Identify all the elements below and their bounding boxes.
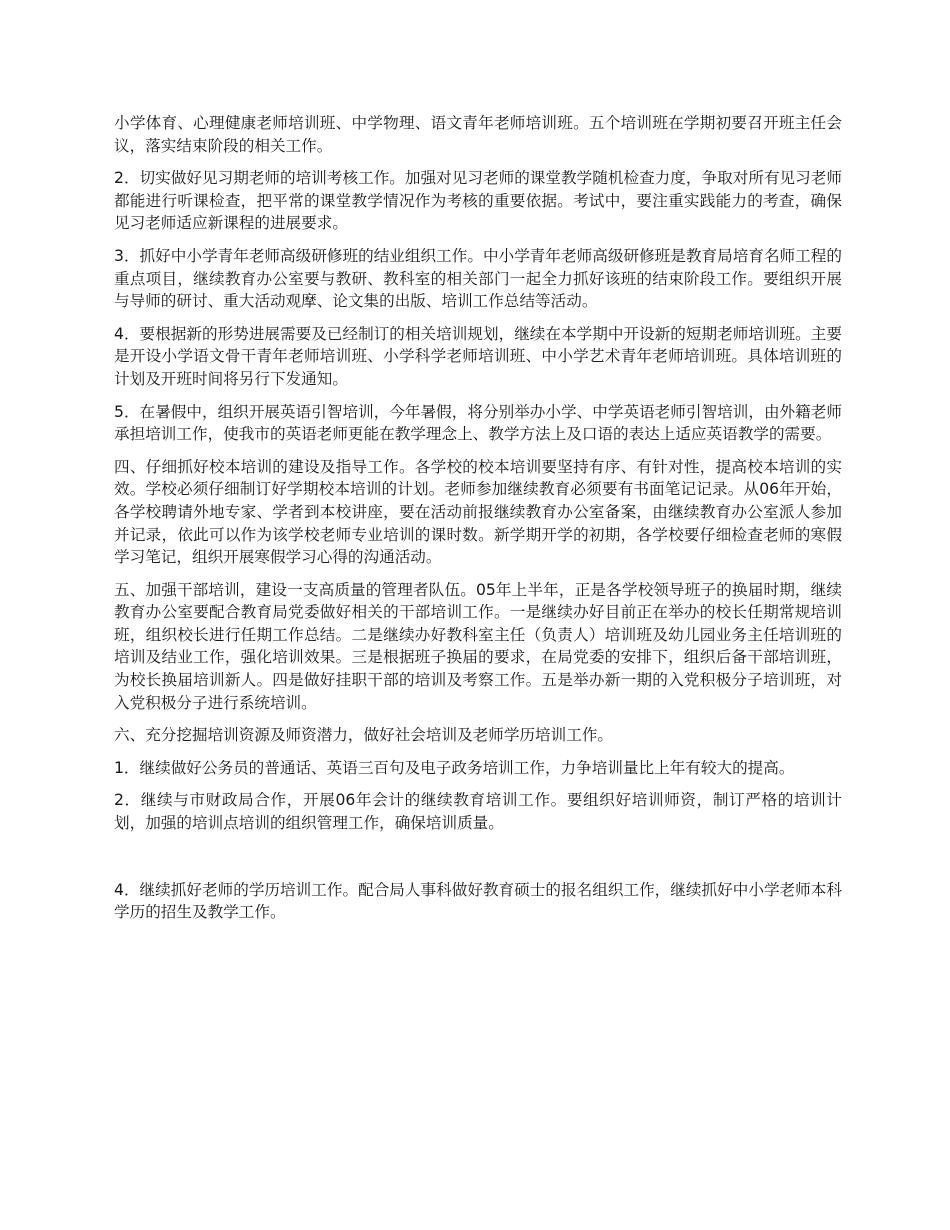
paragraph-item-5-english-training: 5．在暑假中，组织开展英语引智培训，今年暑假，将分别举办小学、中学英语老师引智培训，由外籍老师承担培训工作，使我市的英语老师更能在教学理念上、教学方法上及口语的表达上适应英语教学的需要。 <box>114 402 842 444</box>
paragraph-item-3-advanced-seminar: 3．抓好中小学青年老师高级研修班的结业组织工作。中小学青年老师高级研修班是教育局培育名师工程的重点项目，继续教育办公室要与教研、教科室的相关部门一起全力抓好该班的结束阶段工作。要组织开展与导师的研讨、重大活动观摩、论文集的出版、培训工作总结等活动。 <box>114 246 842 311</box>
paragraph-section-6-heading: 六、充分挖掘培训资源及师资潜力，做好社会培训及老师学历培训工作。 <box>114 726 614 745</box>
paragraph-item-4-short-term-classes: 4．要根据新的形势进展需要及已经制订的相关培训规划，继续在本学期中开设新的短期老师培训班。主要是开设小学语文骨干青年老师培训班、小学科学老师培训班、中小学艺术青年老师培训班。具体培训班的计划及开班时间将另行下发通知。 <box>114 324 842 388</box>
paragraph-section-4-school-based-training: 四、仔细抓好校本培训的建设及指导工作。各学校的校本培训要坚持有序、有针对性，提高校本培训的实效。学校必须仔细制订好学期校本培训的计划。老师参加继续教育必须要有书面笔记记录。从06年开始，各学校聘请外地专家、学者到本校讲座，要在活动前报继续教育办公室备案，由继续教育办公室派人参加并记录，依此可以作为该学校老师专业培训的课时数。新学期开学的初期，各学校要仔细检查老师的寒假学习笔记，组织开展寒假学习心得的沟通活动。 <box>114 457 842 567</box>
paragraph-item-2-probation-assessment: 2．切实做好见习期老师的培训考核工作。加强对见习老师的课堂教学随机检查力度，争取对所有见习老师都能进行听课检查，把平常的课堂教学情况作为考核的重要依据。考试中，要注重实践能力的考查，确保见习老师适应新课程的进展要求。 <box>114 169 842 233</box>
paragraph-item-4-degree-training: 4．继续抓好老师的学历培训工作。配合局人事科做好教育硕士的报名组织工作，继续抓好中小学老师本科学历的招生及教学工作。 <box>114 880 842 922</box>
paragraph-item-2-accounting-training: 2．继续与市财政局合作，开展06年会计的继续教育培训工作。要组织好培训师资，制订严格的培训计划，加强的培训点培训的组织管理工作，确保培训质量。 <box>114 791 842 833</box>
paragraph-section-5-cadre-training: 五、加强干部培训，建设一支高质量的管理者队伍。05年上半年，正是各学校领导班子的换届时期，继续教育办公室要配合教育局党委做好相关的干部培训工作。一是继续办好目前正在举办的校长任期常规培训班，组织校长进行任期工作总结。二是继续办好教科室主任（负责人）培训班及幼儿园业务主任培训班的培训及结业工作，强化培训效果。三是根据班子换届的要求，在局党委的安排下，组织后备干部培训班，为校长换届培训新人。四是做好挂职干部的培训及考察工作。五是举办新一期的入党积极分子培训班，对入党积极分子进行系统培训。 <box>114 580 842 712</box>
paragraph-item-1-civil-servant-training: 1．继续做好公务员的普通话、英语三百句及电子政务培训工作，力争培训量比上年有较大的提高。 <box>114 758 795 777</box>
document-body <box>114 112 842 934</box>
paragraph-training-classes-continued: 小学体育、心理健康老师培训班、中学物理、语文青年老师培训班。五个培训班在学期初要召开班主任会议，落实结束阶段的相关工作。 <box>114 114 842 155</box>
